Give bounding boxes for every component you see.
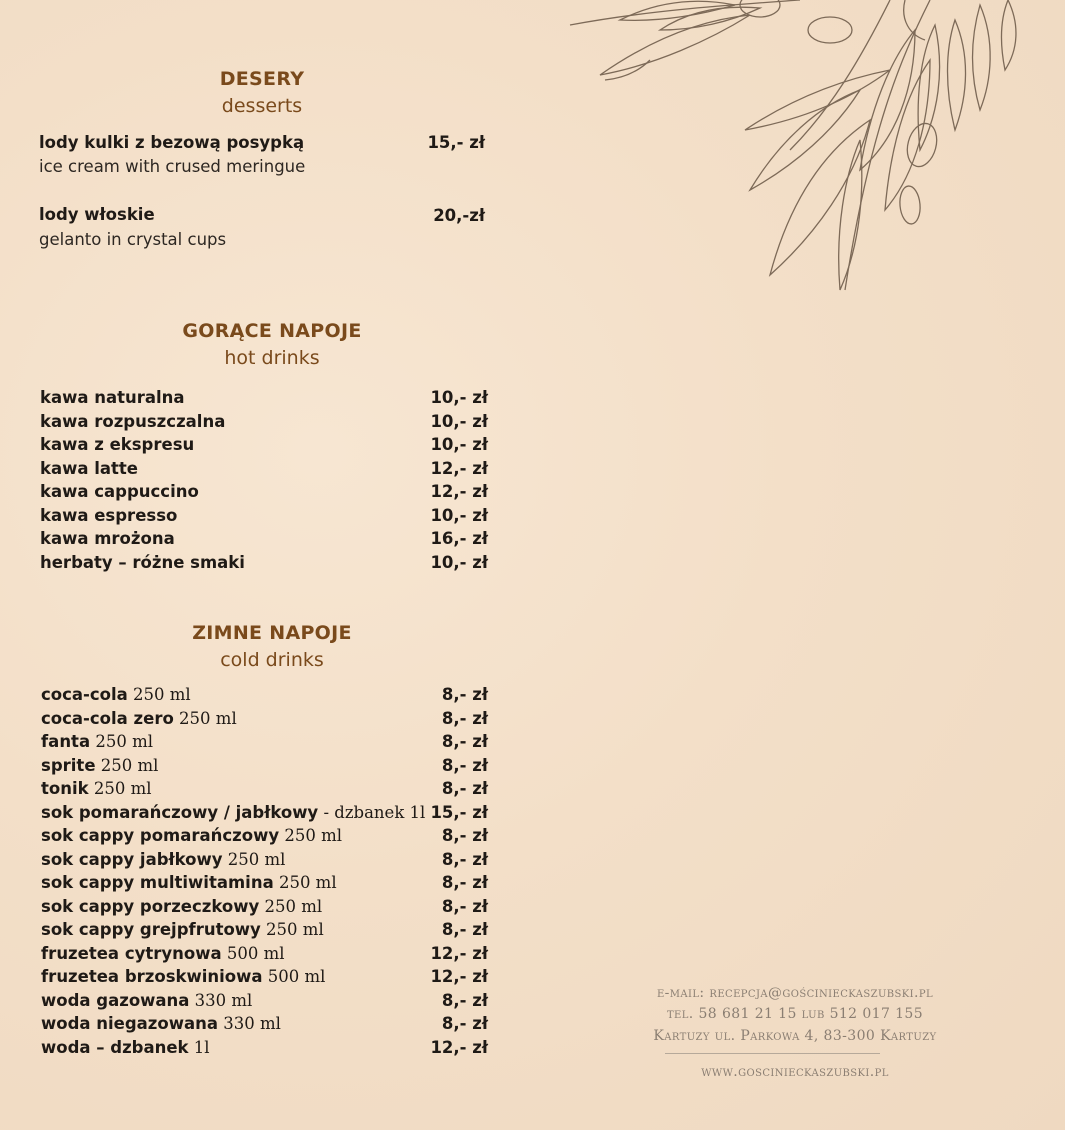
- cold-drink-volume: 250 ml: [90, 732, 153, 751]
- cold-drink-volume: 330 ml: [218, 1014, 281, 1033]
- cold-drink-volume: 250 ml: [259, 896, 323, 916]
- section-subtitle-hot-drinks: hot drinks: [224, 347, 320, 369]
- cold-drink-name: fruzetea brzoskwiniowa 500 ml: [41, 967, 326, 986]
- menu-item-price: 15,- zł: [427, 133, 485, 152]
- cold-drink-price: 8,- zł: [441, 826, 488, 845]
- menu-item-name: lody kulki z bezową posypką: [39, 133, 305, 152]
- cold-drink-price: 8,- zł: [441, 873, 488, 892]
- hot-drink-price: 10,- zł: [430, 411, 488, 431]
- cold-drink-name: fruzetea cytrynowa 500 ml: [41, 943, 285, 963]
- contact-address: Kartuzy ul. Parkowa 4, 83-300 Kartuzy: [653, 1028, 937, 1044]
- cold-drink-name: woda gazowana 330 ml: [41, 990, 253, 1010]
- cold-drink-price: 8,- zł: [441, 685, 488, 704]
- menu-item-name: lody włoskie: [39, 205, 155, 224]
- section-title-hot-drinks: GORĄCE NAPOJE: [182, 320, 362, 342]
- hot-drink-name: kawa espresso: [40, 505, 178, 525]
- contact-phone: tel. 58 681 21 15 lub 512 017 155: [666, 1006, 924, 1022]
- cold-drink-price: 8,- zł: [441, 849, 488, 869]
- menu-item-price: 20,-zł: [433, 206, 485, 225]
- menu-item-description: ice cream with crused meringue: [39, 157, 306, 176]
- cold-drink-volume: 250 ml: [279, 826, 343, 845]
- cold-drink-price: 8,- zł: [441, 732, 488, 751]
- cold-drink-name: sok cappy porzeczkowy 250 ml: [41, 896, 323, 916]
- hot-drink-name: kawa rozpuszczalna: [40, 411, 226, 431]
- cold-drink-volume: 250 ml: [260, 920, 324, 939]
- hot-drink-price: 12,- zł: [430, 482, 488, 501]
- cold-drink-price: 8,- zł: [441, 920, 488, 939]
- hot-drink-price: 10,- zł: [430, 435, 488, 454]
- cold-drink-price: 12,- zł: [430, 943, 488, 963]
- contact-email: e-mail: recepcja@gościnieckaszubski.pl: [656, 985, 934, 1001]
- cold-drink-price: 8,- zł: [441, 990, 488, 1010]
- cold-drink-volume: 250 ml: [95, 755, 159, 775]
- cold-drink-name: sok cappy pomarańczowy 250 ml: [41, 826, 343, 845]
- cold-drink-volume: 250 ml: [222, 849, 286, 869]
- cold-drink-volume: 330 ml: [189, 990, 253, 1010]
- section-subtitle-desserts: desserts: [221, 95, 303, 117]
- cold-drink-volume: 500 ml: [221, 943, 285, 963]
- cold-drink-volume: - dzbanek 1l: [318, 802, 426, 822]
- hot-drink-price: 10,- zł: [430, 552, 488, 572]
- hot-drink-name: kawa z ekspresu: [40, 435, 195, 454]
- cold-drink-name: sprite 250 ml: [41, 755, 159, 775]
- cold-drink-volume: 250 ml: [273, 873, 337, 892]
- cold-drink-name: fanta 250 ml: [41, 732, 153, 751]
- contact-divider: [665, 1053, 880, 1054]
- cold-drink-price: 15,- zł: [430, 802, 488, 822]
- hot-drink-name: herbaty – różne smaki: [40, 552, 245, 572]
- hot-drink-price: 12,- zł: [430, 458, 488, 478]
- section-title-desserts: DESERY: [219, 68, 305, 90]
- cold-drink-volume: 1l: [188, 1037, 210, 1057]
- section-subtitle-cold-drinks: cold drinks: [220, 649, 324, 671]
- cold-drink-price: 8,- zł: [441, 755, 488, 775]
- cold-drink-volume: 250 ml: [88, 779, 152, 798]
- section-title-cold-drinks: ZIMNE NAPOJE: [192, 622, 352, 644]
- contact-website: www.goscinieckaszubski.pl: [701, 1064, 889, 1080]
- menu-item-description: gelanto in crystal cups: [39, 230, 227, 249]
- cold-drink-name: woda niegazowana 330 ml: [41, 1014, 281, 1033]
- cold-drink-name: coca-cola 250 ml: [41, 685, 191, 704]
- cold-drink-price: 12,- zł: [430, 967, 488, 986]
- hot-drink-name: kawa cappuccino: [40, 482, 199, 501]
- cold-drink-price: 8,- zł: [441, 896, 488, 916]
- cold-drink-volume: 250 ml: [127, 685, 191, 704]
- hot-drink-price: 16,- zł: [430, 529, 488, 548]
- cold-drink-name: sok cappy grejpfrutowy 250 ml: [41, 920, 324, 939]
- hot-drink-name: kawa mrożona: [40, 529, 175, 548]
- cold-drink-name: woda – dzbanek 1l: [41, 1037, 210, 1057]
- cold-drink-volume: 500 ml: [262, 967, 326, 986]
- cold-drink-price: 8,- zł: [441, 1014, 488, 1033]
- hot-drink-price: 10,- zł: [430, 388, 488, 407]
- cold-drink-volume: 250 ml: [173, 708, 237, 728]
- cold-drink-name: sok cappy jabłkowy 250 ml: [41, 849, 286, 869]
- cold-drink-name: coca-cola zero 250 ml: [41, 708, 237, 728]
- hot-drink-name: kawa naturalna: [40, 388, 185, 407]
- hot-drink-price: 10,- zł: [430, 505, 488, 525]
- cold-drink-name: sok cappy multiwitamina 250 ml: [41, 873, 337, 892]
- olive-branch-illustration: [560, 0, 1040, 300]
- cold-drink-price: 8,- zł: [441, 708, 488, 728]
- cold-drink-price: 8,- zł: [441, 779, 488, 798]
- cold-drink-name: sok pomarańczowy / jabłkowy - dzbanek 1l: [41, 802, 426, 822]
- hot-drink-name: kawa latte: [40, 458, 138, 478]
- cold-drink-price: 12,- zł: [430, 1037, 488, 1057]
- cold-drink-name: tonik 250 ml: [41, 779, 152, 798]
